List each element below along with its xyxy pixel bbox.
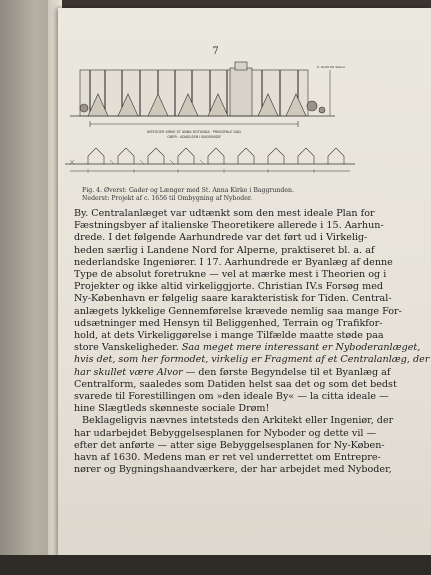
italic-segment: hvis det, som her formodet, virkelig er Fragment af et Centralanlæg, der <box>74 354 430 366</box>
text-segment: store Vanskeligheder. <box>74 342 179 354</box>
upper-drawing-side-label: K. PLAN OG SKALA <box>317 65 345 69</box>
upper-elevation-drawing <box>70 62 335 127</box>
text-line: svarede til Forestillingen om »den ideale By« — la citta ideale — <box>74 391 389 403</box>
text-line: Ny-København er følgelig saare karakteristisk for Tiden. Central- <box>74 293 392 305</box>
text-line: hold, at dets Virkeliggørelse i mange Tilfælde maatte støde paa <box>74 330 384 342</box>
text-line-italic <box>74 354 430 366</box>
text-line-mixed <box>74 342 421 354</box>
architectural-figure <box>60 60 360 190</box>
body-text <box>74 208 430 476</box>
text-line: anlægets lykkelige Gennemførelse krævede nemlig saa mange For- <box>74 305 402 317</box>
upper-drawing-label-2: OBER · ADAELSEN I BAGRUNDE <box>167 135 221 139</box>
text-segment: — den første Begyndelse til et Byanlæg af <box>185 366 391 378</box>
page-number: 7 <box>212 46 219 57</box>
italic-segment: har skullet være Alvor <box>74 366 183 378</box>
figure-caption <box>82 187 362 203</box>
lower-elevation-drawing <box>65 148 355 173</box>
text-line: By. Centralanlæget var udtænkt som den mest ideale Plan for <box>74 208 375 219</box>
text-line: Projekter og ikke altid virkeliggjorte. Christian IV.s Forsøg med <box>74 281 384 293</box>
text-line: drede. I det følgende Aarhundrede var det ført ud i Virkelig- <box>74 232 368 244</box>
text-line: nører og Bygningshaandværkere, der har arbejdet med Nyboder, <box>74 464 392 476</box>
upper-drawing-label: INTEGOER KIRKE ST ANNA ROTUNDA · PRINCIPALE GAD <box>146 130 242 134</box>
text-line: havn af 1630. Medens man er ret vel underrettet om Entrepre- <box>74 452 381 464</box>
text-line: Beklageligvis nævnes intetsteds den Arkitekt eller Ingeniør, der <box>82 415 394 427</box>
text-line: Fæstningsbyer af italienske Theoretikere allerede i 15. Aarhun- <box>74 220 384 232</box>
caption-line-1: Fig. 4. Øverst: Gader og Længer med St. Anna Kirke i Baggrunden. <box>82 187 294 194</box>
text-line: Type de absolut foretrukne — vel at mærke mest i Theorien og i <box>74 269 387 281</box>
text-line: efter det anførte — atter sige Bebyggelsesplanen for Ny-Køben- <box>74 439 385 451</box>
text-line: heden særlig i Landene Nord for Alperne, praktiseret bl. a. af <box>74 244 375 256</box>
text-line: har udarbejdet Bebyggelsesplanen for Nyboder og dette vil — <box>74 427 377 439</box>
background-surface <box>0 555 431 575</box>
text-line-mixed <box>74 366 391 379</box>
text-line: nederlandske Ingeniører. I 17. Aarhundrede er Byanlæg af denne <box>74 256 393 268</box>
text-line: udsætninger med Hensyn til Beliggenhed, Terrain og Trafikfor- <box>74 317 383 329</box>
italic-segment: Saa meget mere interessant er Nyboderanlæget, <box>181 342 421 354</box>
text-line: Centralform, saaledes som Datiden helst saa det og som det bedst <box>74 378 397 390</box>
text-line: hine Slægtleds skønneste sociale Drøm! <box>74 403 270 415</box>
caption-line-2: Nederst: Projekt af c. 1656 til Ombygning af Nyboder. <box>82 195 253 202</box>
